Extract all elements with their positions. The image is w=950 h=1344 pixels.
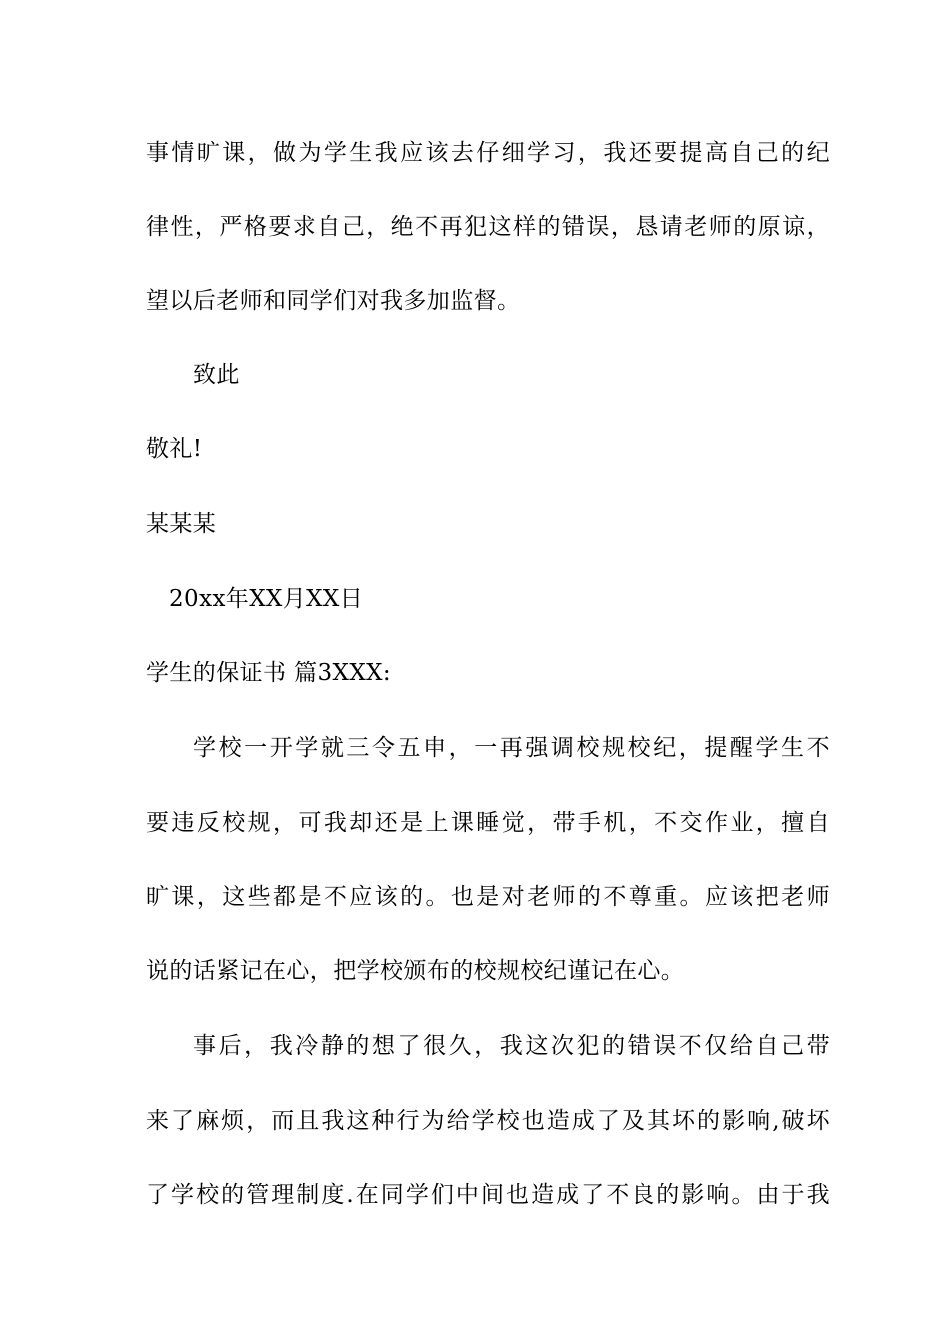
closing-regards: 敬礼! [146,436,203,462]
paragraph-line: 说的话紧记在心，把学校颁布的校规校纪谨记在心。 [146,958,685,984]
paragraph-line: 了学校的管理制度.在同学们中间也造成了不良的影响。由于我 [146,1182,830,1208]
paragraph-line: 旷课，这些都是不应该的。也是对老师的不尊重。应该把老师 [146,884,830,910]
closing-salutation: 致此 [193,362,240,388]
paragraph-line: 望以后老师和同学们对我多加监督。 [146,288,521,314]
paragraph-line: 律性，严格要求自己，绝不再犯这样的错误，恳请老师的原谅， [146,214,830,240]
date-line: 20xx年XX月XX日 [169,586,364,612]
paragraph-line: 事后，我冷静的想了很久，我这次犯的错误不仅给自己带 [193,1033,830,1059]
section-heading: 学生的保证书 篇3XXX: [146,660,392,686]
paragraph-line: 事情旷课，做为学生我应该去仔细学习，我还要提高自己的纪 [146,140,830,166]
paragraph-line: 学校一开学就三令五申，一再强调校规校纪，提醒学生不 [193,735,830,761]
signature-name: 某某某 [146,511,217,537]
paragraph-line: 要违反校规，可我却还是上课睡觉，带手机，不交作业，擅自 [146,810,830,836]
paragraph-line: 来了麻烦，而且我这种行为给学校也造成了及其坏的影响,破坏 [146,1108,830,1134]
